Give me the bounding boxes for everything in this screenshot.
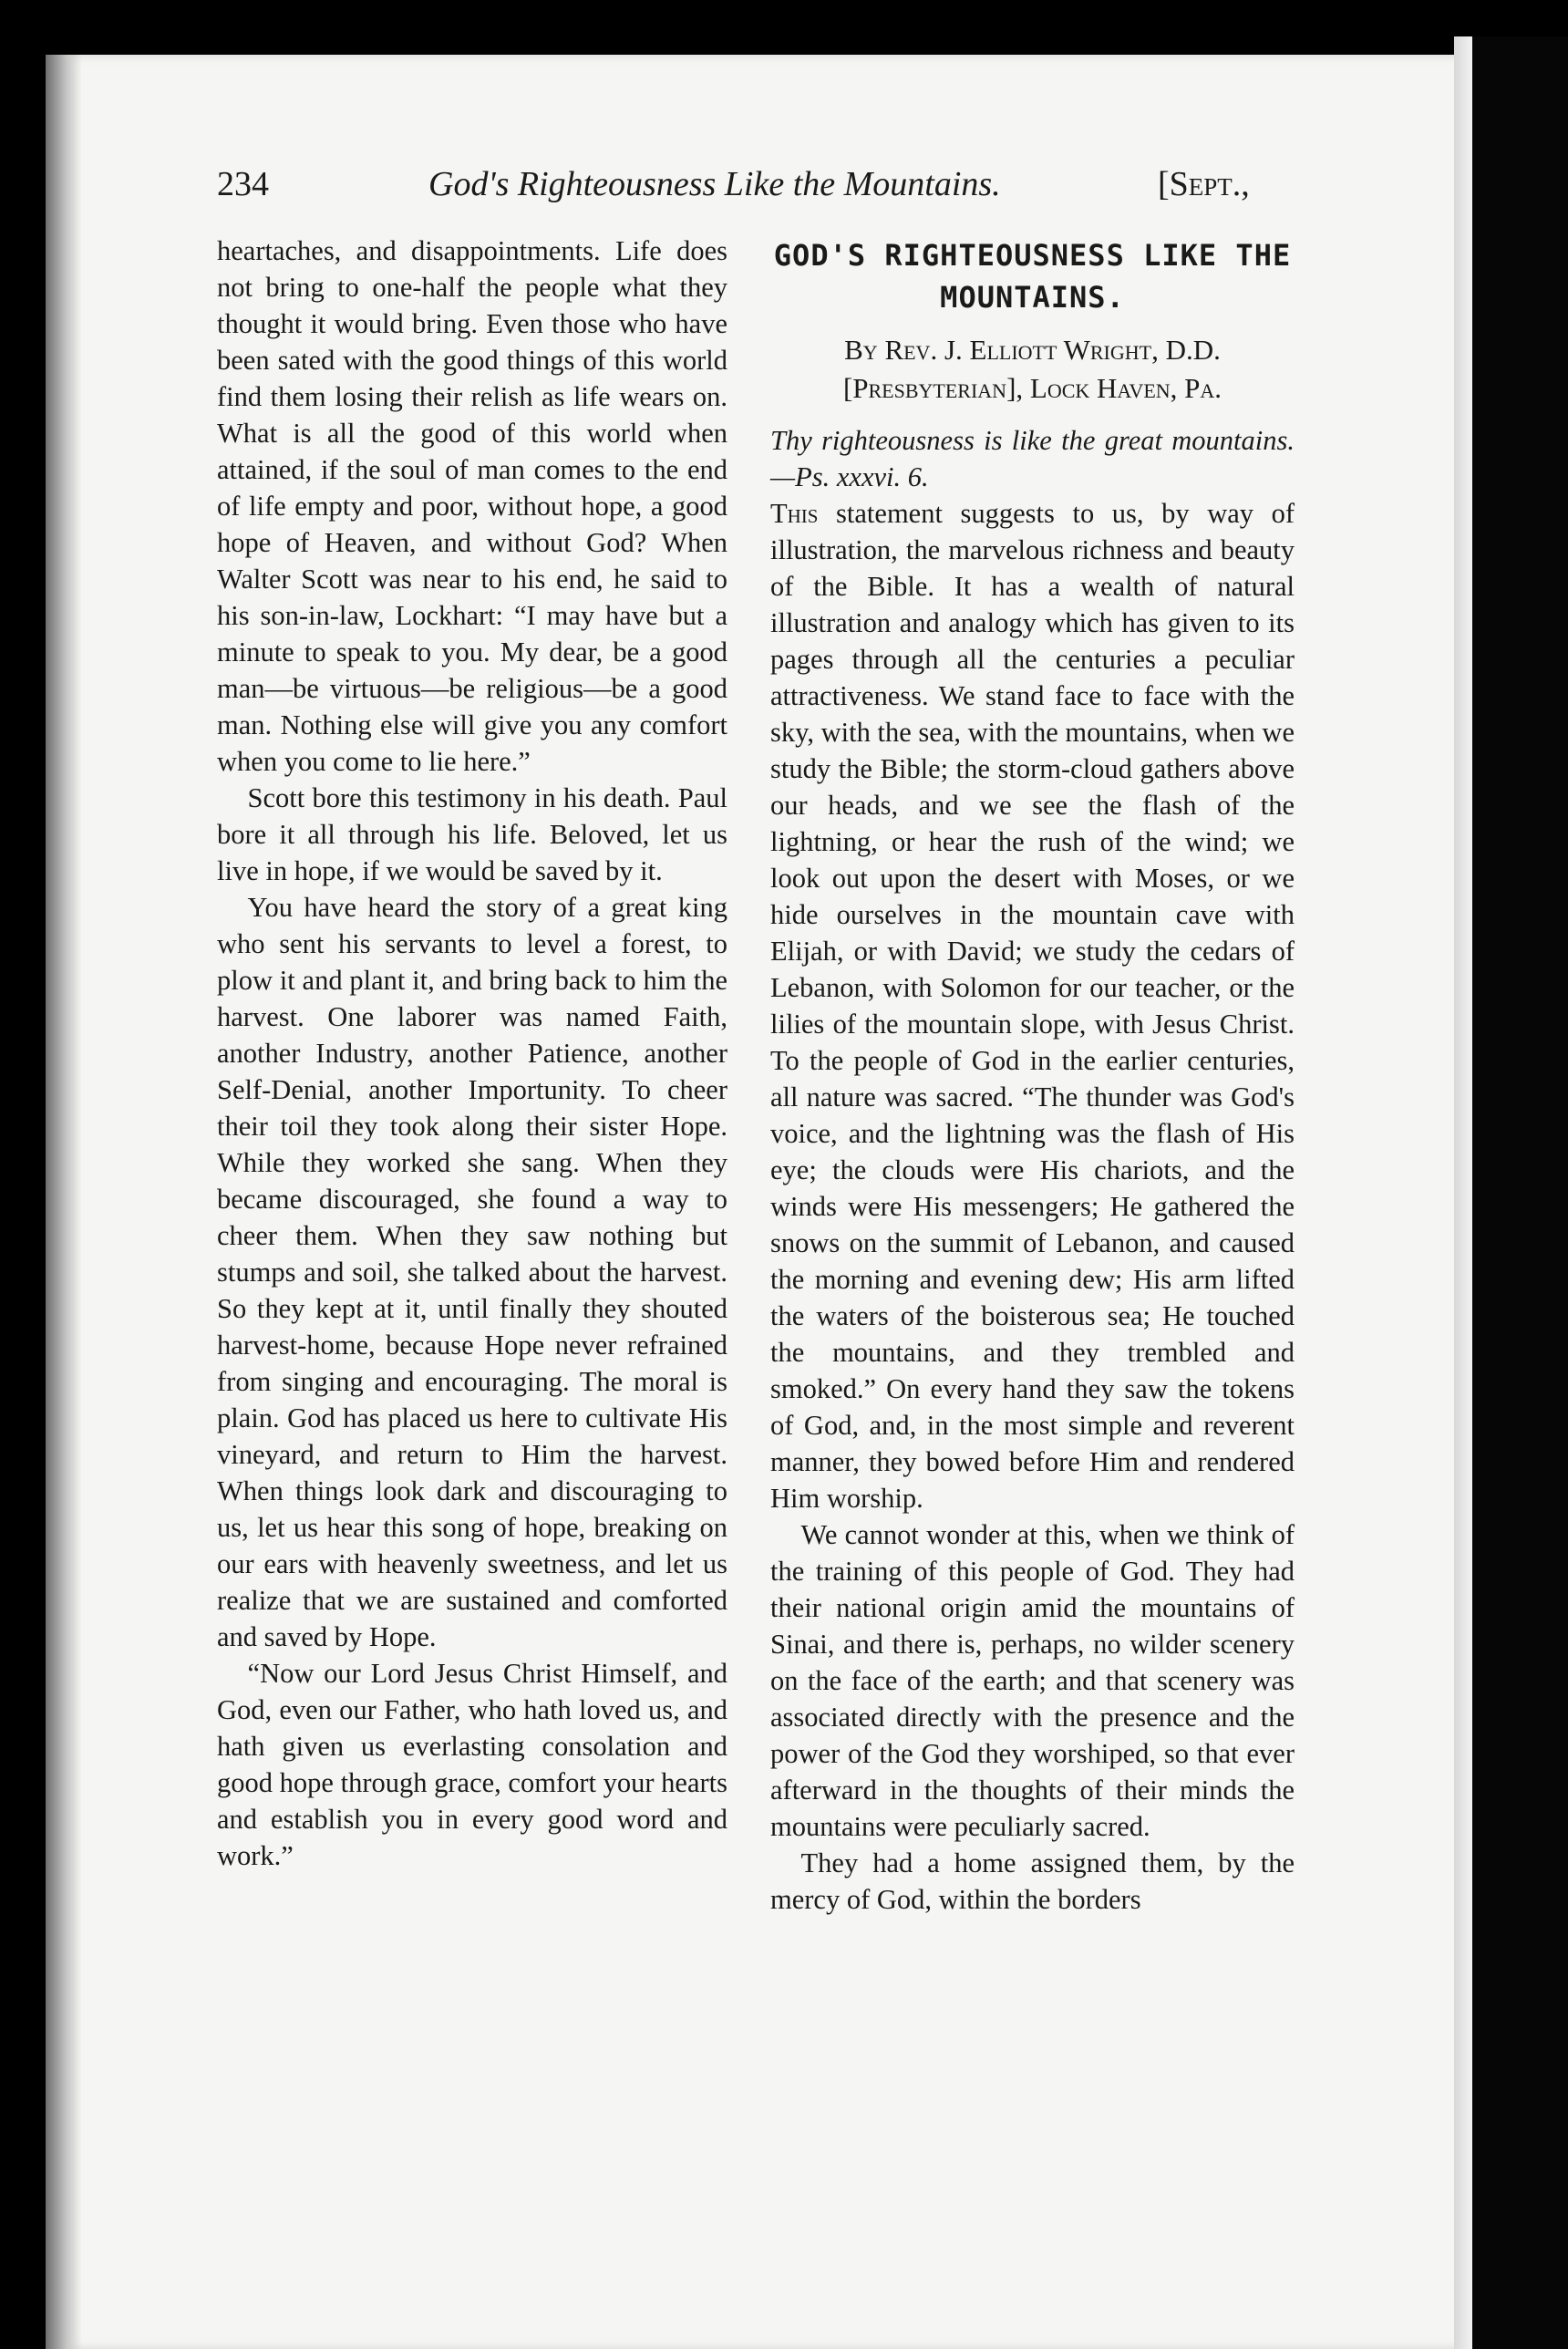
epigraph: Thy righteousness is like the great mountains.—Ps. xxxvi. 6. — [770, 425, 1295, 492]
article-title: GOD'S RIGHTEOUSNESS LIKE THE MOUNTAINS. — [773, 238, 1292, 315]
paragraph — [770, 495, 1295, 1516]
paragraph: We cannot wonder at this, when we think of the training of this people of God. They had their national origin amid the mountains of Sinai, and there is, perhaps, no wilder scenery on the face of the earth; and that scenery was associated directly with the presence and the power of the God they worshiped, so that ever afterward in the thoughts of their minds the mountains were peculiarly sacred. — [770, 1519, 1295, 1842]
dropcap-word: This — [770, 498, 819, 529]
page-edge — [1454, 36, 1472, 2349]
paragraph: They had a home assigned them, by the mercy of God, within the borders — [770, 1847, 1295, 1915]
running-header — [210, 164, 1285, 219]
running-title: God's Righteousness Like the Mountains. — [428, 165, 1001, 203]
film-frame-right — [1472, 36, 1568, 2349]
right-column — [770, 233, 1295, 1918]
paragraph: Scott bore this testimony in his death. Paul bore it all through his life. Beloved, let us live in hope, if we would be saved by it. — [217, 782, 727, 886]
paragraph: “Now our Lord Jesus Christ Himself, and God, even our Father, who hath loved us, and hath given us everlasting consolation and good hope through grace, comfort your hearts and establish you in every good word and work.” — [217, 1658, 727, 1871]
paragraph: heartaches, and disappointments. Life does not bring to one-half the people what they thought it would bring. Even those who have been sated with the good things of this world find them losing their relish as life wears on. What is all the good of this world when attained, if the soul of man comes to the end of life empty and poor, without hope, a good hope of Heaven, and without God? When Walter Scott was near to his end, he said to his son-in-law, Lockhart: “I may have but a minute to speak to you. My dear, be a good man—be virtuous—be religious—be a good man. Nothing else will give you any comfort when you come to lie here.” — [217, 235, 727, 777]
issue-month: [Sept., — [1158, 165, 1250, 203]
film-frame-top — [0, 0, 1568, 55]
byline: By Rev. J. Elliott Wright, D.D. [Presbyterian], Lock Haven, Pa. — [842, 334, 1222, 404]
left-column — [217, 233, 727, 1874]
page-number: 234 — [217, 165, 269, 203]
paragraph-text: statement suggests to us, by way of illustration, the marvelous richness and beauty of the Bible. It has a wealth of natural illustration and analogy which has given to its pages through all the centuries a peculiar attractiveness. We stand face to face with the sky, with the sea, with the mountains, when we study the Bible; the storm-cloud gathers above our heads, and we see the flash of the lightning, or hear the rush of the wind; we look out upon the desert with Moses, or we hide ourselves in the mountain cave with Elijah, or with David; we study the cedars of Lebanon, with Solomon for our teacher, or the lilies of the mountain slope, with Jesus Christ. To the people of God in the earlier centuries, all nature was sacred. “The thunder was God's voice, and the lightning was the flash of His eye; the clouds were His chariots, and the winds were His messengers; He gathered the snows on the summit of Lebanon, and caused the morning and evening dew; His arm lifted the waters of the boisterous sea; He touched the mountains, and they trembled and smoked.” On every hand they saw the tokens of God, and, in the most simple and reverent manner, they bowed before Him and rendered Him worship. — [770, 498, 1295, 1514]
page-gutter-shadow — [46, 55, 82, 2349]
paragraph: You have heard the story of a great king who sent his servants to level a forest, to plow it and plant it, and bring back to him the harvest. One laborer was named Faith, another Industry, another Patience, another Self-Denial, another Importunity. To cheer their toil they took along their sister Hope. While they worked she sang. When they became discouraged, she found a way to cheer them. When they saw nothing but stumps and soil, she talked about the harvest. So they kept at it, until finally they shouted harvest-home, because Hope never refrained from singing and encouraging. The moral is plain. God has placed us here to cultivate His vineyard, and return to Him the harvest. When things look dark and discouraging to us, let us hear this song of hope, breaking on our ears with heavenly sweetness, and let us realize that we are sustained and comforted and saved by Hope. — [217, 892, 727, 1652]
